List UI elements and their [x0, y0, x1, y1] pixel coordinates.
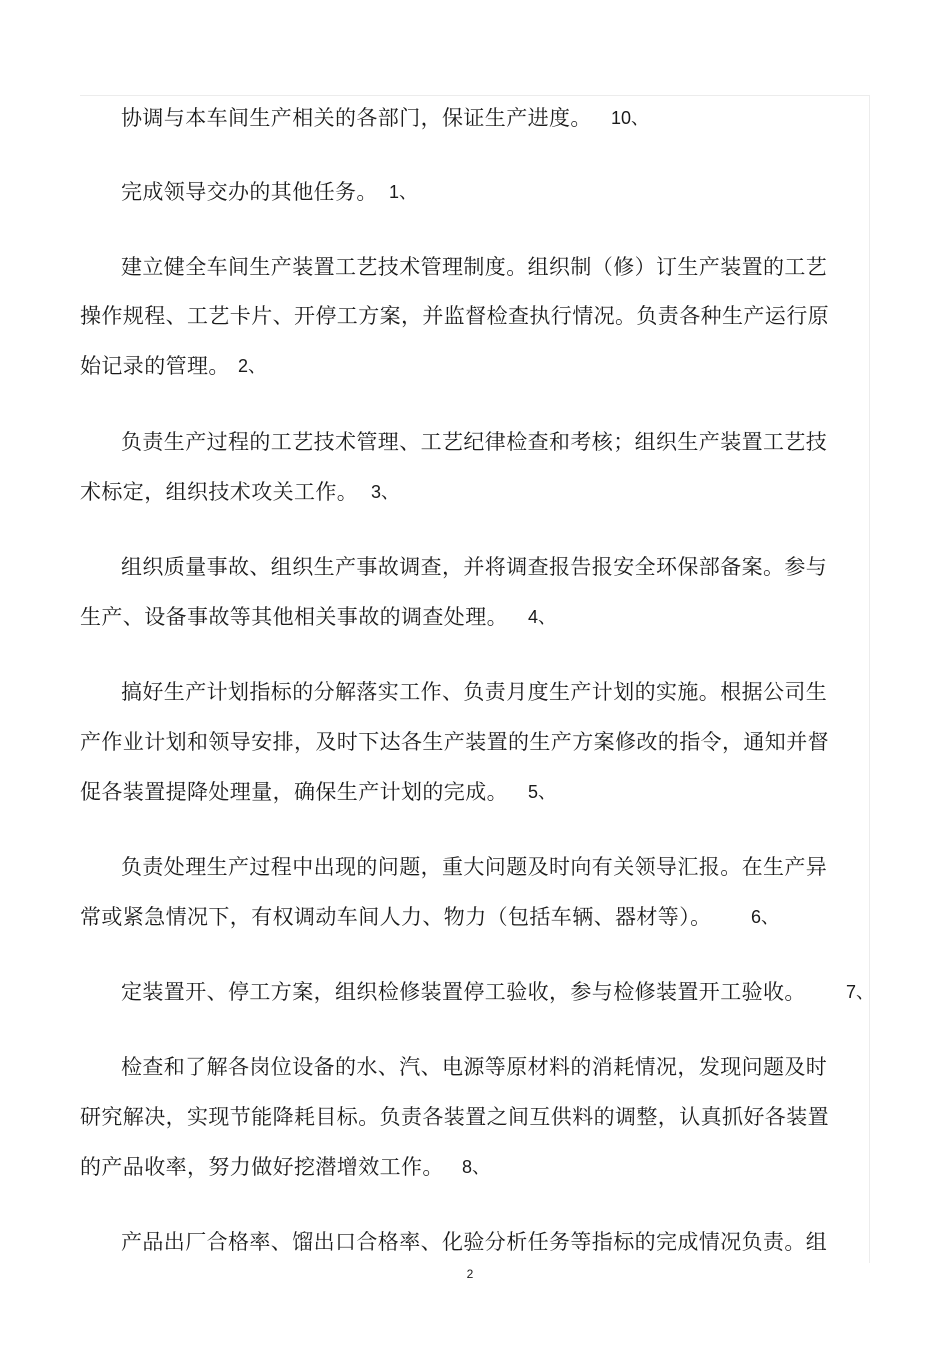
text-line: 生产、设备事故等其他相关事故的调查处理。 [80, 605, 508, 629]
text-line: 研究解决，实现节能降耗目标。负责各装置之间互供料的调整，认真抓好各装置 [80, 1105, 829, 1129]
item-number: 2、 [238, 356, 267, 376]
text-line: 产品出厂合格率、馏出口合格率、化验分析任务等指标的完成情况负责。组 [121, 1230, 828, 1254]
page-border-right [869, 95, 870, 1263]
item-number: 7、 [846, 982, 875, 1002]
page-border-top [80, 95, 870, 96]
text-line: 促各装置提降处理量，确保生产计划的完成。 [80, 780, 508, 804]
text-line: 操作规程、工艺卡片、开停工方案，并监督检查执行情况。负责各种生产运行原 [80, 304, 829, 328]
text-line: 产作业计划和领导安排，及时下达各生产装置的生产方案修改的指令，通知并督 [80, 730, 829, 754]
text-line: 定装置开、停工方案，组织检修装置停工验收，参与检修装置开工验收。 [121, 980, 806, 1004]
text-line: 负责处理生产过程中出现的问题，重大问题及时向有关领导汇报。在生产异 [121, 855, 828, 879]
item-number: 6、 [751, 907, 780, 927]
text-line: 检查和了解各岗位设备的水、汽、电源等原材料的消耗情况，发现问题及时 [121, 1055, 828, 1079]
text-line: 完成领导交办的其他任务。 [121, 180, 378, 204]
item-number: 10、 [611, 108, 650, 128]
item-number: 4、 [528, 607, 557, 627]
text-line: 协调与本车间生产相关的各部门，保证生产进度。 [121, 106, 592, 130]
item-number: 8、 [462, 1157, 491, 1177]
text-line: 负责生产过程的工艺技术管理、工艺纪律检查和考核；组织生产装置工艺技 [121, 430, 828, 454]
text-line: 始记录的管理。 [80, 354, 230, 378]
text-line: 术标定，组织技术攻关工作。 [80, 480, 359, 504]
text-line: 组织质量事故、组织生产事故调查，并将调查报告报安全环保部备案。参与 [121, 555, 828, 579]
text-line: 常或紧急情况下，有权调动车间人力、物力（包括车辆、器材等）。 [80, 905, 712, 929]
item-number: 3、 [371, 482, 400, 502]
text-line: 搞好生产计划指标的分解落实工作、负责月度生产计划的实施。根据公司生 [121, 680, 828, 704]
item-number: 5、 [528, 782, 557, 802]
item-number: 1、 [389, 182, 418, 202]
text-line: 的产品收率，努力做好挖潜增效工作。 [80, 1155, 444, 1179]
text-line: 建立健全车间生产装置工艺技术管理制度。组织制（修）订生产装置的工艺 [121, 255, 828, 279]
page-number: 2 [466, 1267, 474, 1281]
